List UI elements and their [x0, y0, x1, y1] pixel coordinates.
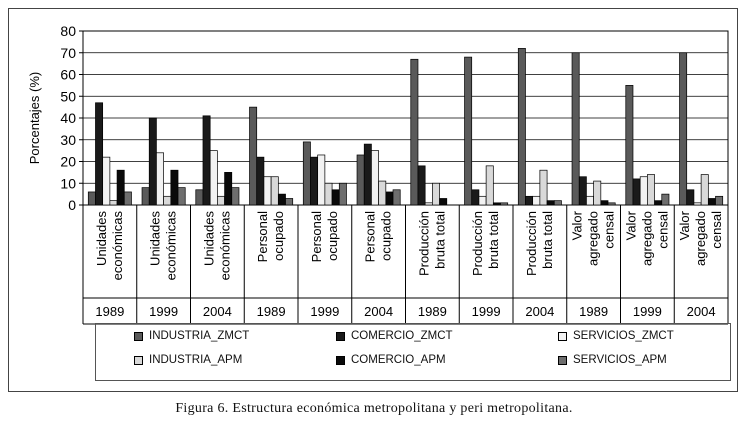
bar-servicios-apm — [393, 190, 400, 205]
bar-servicios-zmct — [533, 196, 540, 205]
bar-servicios-apm — [339, 183, 346, 205]
x-tick-label: ocupado — [271, 211, 287, 261]
bar-industria-apm — [164, 196, 171, 205]
x-tick-label: ocupado — [378, 211, 394, 261]
x-tick-label: Personal — [308, 211, 324, 263]
bar-comercio-zmct — [633, 179, 640, 205]
legend-label: SERVICIOS_APM — [573, 354, 667, 366]
x-year-label: 1999 — [310, 304, 340, 319]
x-tick-label: bruta total — [539, 211, 555, 269]
y-tick-label: 80 — [60, 23, 76, 39]
bar-comercio-apm — [332, 190, 339, 205]
bar-comercio-apm — [493, 203, 500, 205]
x-tick-label: Valor — [623, 211, 639, 241]
bar-industria-apm — [647, 175, 654, 205]
x-tick-label: Unidades — [201, 211, 217, 266]
legend-item-comercio-apm — [336, 354, 446, 366]
bar-industria-apm — [217, 196, 224, 205]
bar-industria-zmct — [518, 48, 525, 205]
bar-industria-apm — [271, 177, 278, 205]
y-tick-label: 40 — [60, 110, 76, 126]
x-tick-label: Personal — [362, 211, 378, 263]
bar-comercio-zmct — [149, 118, 156, 205]
bar-industria-apm — [486, 166, 493, 205]
x-tick-label: Unidades — [147, 211, 163, 266]
bar-comercio-zmct — [579, 177, 586, 205]
legend-item-industria-apm — [134, 354, 242, 366]
x-year-label: 1989 — [95, 304, 125, 319]
legend — [95, 323, 731, 381]
legend-swatch — [558, 356, 567, 365]
bar-industria-zmct — [250, 107, 257, 205]
x-year-label: 2004 — [686, 304, 716, 319]
legend-item-comercio-zmct — [336, 330, 453, 342]
bar-servicios-apm — [286, 198, 293, 205]
x-tick-label: económicas — [109, 211, 125, 281]
bar-comercio-zmct — [418, 166, 425, 205]
x-tick-label: Valor — [569, 211, 585, 241]
x-tick-label: bruta total — [486, 211, 502, 269]
bar-servicios-zmct — [318, 155, 325, 205]
bar-servicios-zmct — [694, 203, 701, 205]
x-year-label: 2004 — [525, 304, 555, 319]
bar-servicios-apm — [124, 192, 131, 205]
y-tick-label: 70 — [60, 44, 76, 61]
x-tick-label: censal — [709, 211, 725, 249]
bar-industria-zmct — [88, 192, 95, 205]
bar-servicios-apm — [662, 194, 669, 205]
bar-comercio-zmct — [364, 144, 371, 205]
bar-servicios-apm — [501, 203, 508, 205]
bar-comercio-apm — [440, 198, 447, 205]
x-year-label: 1999 — [632, 304, 662, 319]
bar-servicios-apm — [608, 203, 615, 205]
bar-industria-apm — [379, 181, 386, 205]
y-tick-label: 50 — [60, 88, 76, 105]
bar-industria-zmct — [303, 142, 310, 205]
x-tick-label: censal — [601, 211, 617, 249]
bar-comercio-zmct — [203, 116, 210, 205]
legend-swatch — [558, 332, 567, 341]
bar-comercio-apm — [547, 201, 554, 205]
legend-label: COMERCIO_ZMCT — [351, 330, 453, 342]
x-tick-label: Producción — [523, 211, 539, 277]
legend-swatch — [134, 356, 143, 365]
bar-servicios-zmct — [586, 196, 593, 205]
y-tick-label: 30 — [60, 131, 76, 148]
bar-industria-zmct — [357, 155, 364, 205]
x-year-label: 1989 — [579, 304, 609, 319]
bar-comercio-zmct — [472, 190, 479, 205]
y-tick-label: 60 — [60, 66, 76, 83]
bar-industria-apm — [110, 201, 117, 205]
y-axis-label: Porcentajes (%) — [27, 71, 42, 165]
bar-comercio-zmct — [310, 157, 317, 205]
x-year-label: 2004 — [202, 304, 232, 319]
bar-industria-zmct — [142, 188, 149, 205]
bar-industria-apm — [701, 175, 708, 205]
legend-label: INDUSTRIA_ZMCT — [149, 330, 250, 342]
bar-comercio-apm — [708, 198, 715, 205]
legend-label: COMERCIO_APM — [351, 354, 446, 366]
legend-swatch — [336, 356, 345, 365]
chart-frame — [8, 8, 738, 392]
bar-industria-zmct — [465, 57, 472, 205]
bar-servicios-zmct — [264, 177, 271, 205]
x-tick-label: agregado — [585, 211, 601, 266]
bar-comercio-apm — [655, 201, 662, 205]
y-tick-label: 0 — [68, 197, 76, 213]
legend-label: SERVICIOS_ZMCT — [573, 330, 674, 342]
bar-industria-zmct — [626, 85, 633, 205]
bar-servicios-zmct — [371, 151, 378, 205]
bar-servicios-zmct — [103, 157, 110, 205]
x-year-label: 1999 — [471, 304, 501, 319]
bar-comercio-apm — [225, 172, 232, 205]
x-year-label: 1989 — [417, 304, 447, 319]
legend-item-servicios-zmct — [558, 330, 674, 342]
x-tick-label: bruta total — [432, 211, 448, 269]
figure-caption: Figura 6. Estructura económica metropolitana y peri metropolitana. — [175, 401, 573, 416]
y-tick-label: 10 — [60, 175, 76, 192]
bar-industria-apm — [540, 170, 547, 205]
x-tick-label: Valor — [677, 211, 693, 241]
bar-comercio-zmct — [525, 196, 532, 205]
bar-industria-zmct — [572, 53, 579, 205]
bar-servicios-apm — [716, 196, 723, 205]
bar-comercio-apm — [278, 194, 285, 205]
x-year-label: 2004 — [364, 304, 394, 319]
bar-industria-apm — [432, 183, 439, 205]
x-tick-label: económicas — [217, 211, 233, 281]
x-tick-label: Personal — [255, 211, 271, 263]
bar-servicios-zmct — [479, 196, 486, 205]
legend-swatch — [134, 332, 143, 341]
bar-servicios-apm — [232, 188, 239, 205]
bar-comercio-zmct — [257, 157, 264, 205]
bar-comercio-apm — [386, 192, 393, 205]
x-tick-label: Producción — [470, 211, 486, 277]
bar-servicios-apm — [554, 201, 561, 205]
x-tick-label: censal — [655, 211, 671, 249]
bar-comercio-zmct — [95, 103, 102, 205]
bar-industria-zmct — [196, 190, 203, 205]
bar-servicios-apm — [178, 188, 185, 205]
x-tick-label: agregado — [639, 211, 655, 266]
x-tick-label: Producción — [416, 211, 432, 277]
x-tick-label: agregado — [693, 211, 709, 266]
legend-item-servicios-apm — [558, 354, 667, 366]
bar-industria-apm — [594, 181, 601, 205]
bar-servicios-zmct — [640, 177, 647, 205]
legend-item-industria-zmct — [134, 330, 249, 342]
x-tick-label: Unidades — [93, 211, 109, 266]
bar-servicios-zmct — [156, 153, 163, 205]
y-tick-label: 20 — [60, 153, 76, 170]
legend-swatch — [336, 332, 345, 341]
bar-industria-zmct — [680, 53, 687, 205]
bar-comercio-apm — [171, 170, 178, 205]
x-year-label: 1989 — [256, 304, 286, 319]
bar-comercio-apm — [601, 201, 608, 205]
x-tick-label: económicas — [163, 211, 179, 281]
bar-industria-zmct — [411, 59, 418, 205]
bar-industria-apm — [325, 183, 332, 205]
bar-servicios-zmct — [425, 203, 432, 205]
bar-comercio-apm — [117, 170, 124, 205]
legend-label: INDUSTRIA_APM — [149, 354, 243, 366]
bar-comercio-zmct — [687, 190, 694, 205]
x-tick-label: ocupado — [324, 211, 340, 261]
bar-servicios-zmct — [210, 151, 217, 205]
x-year-label: 1999 — [149, 304, 179, 319]
